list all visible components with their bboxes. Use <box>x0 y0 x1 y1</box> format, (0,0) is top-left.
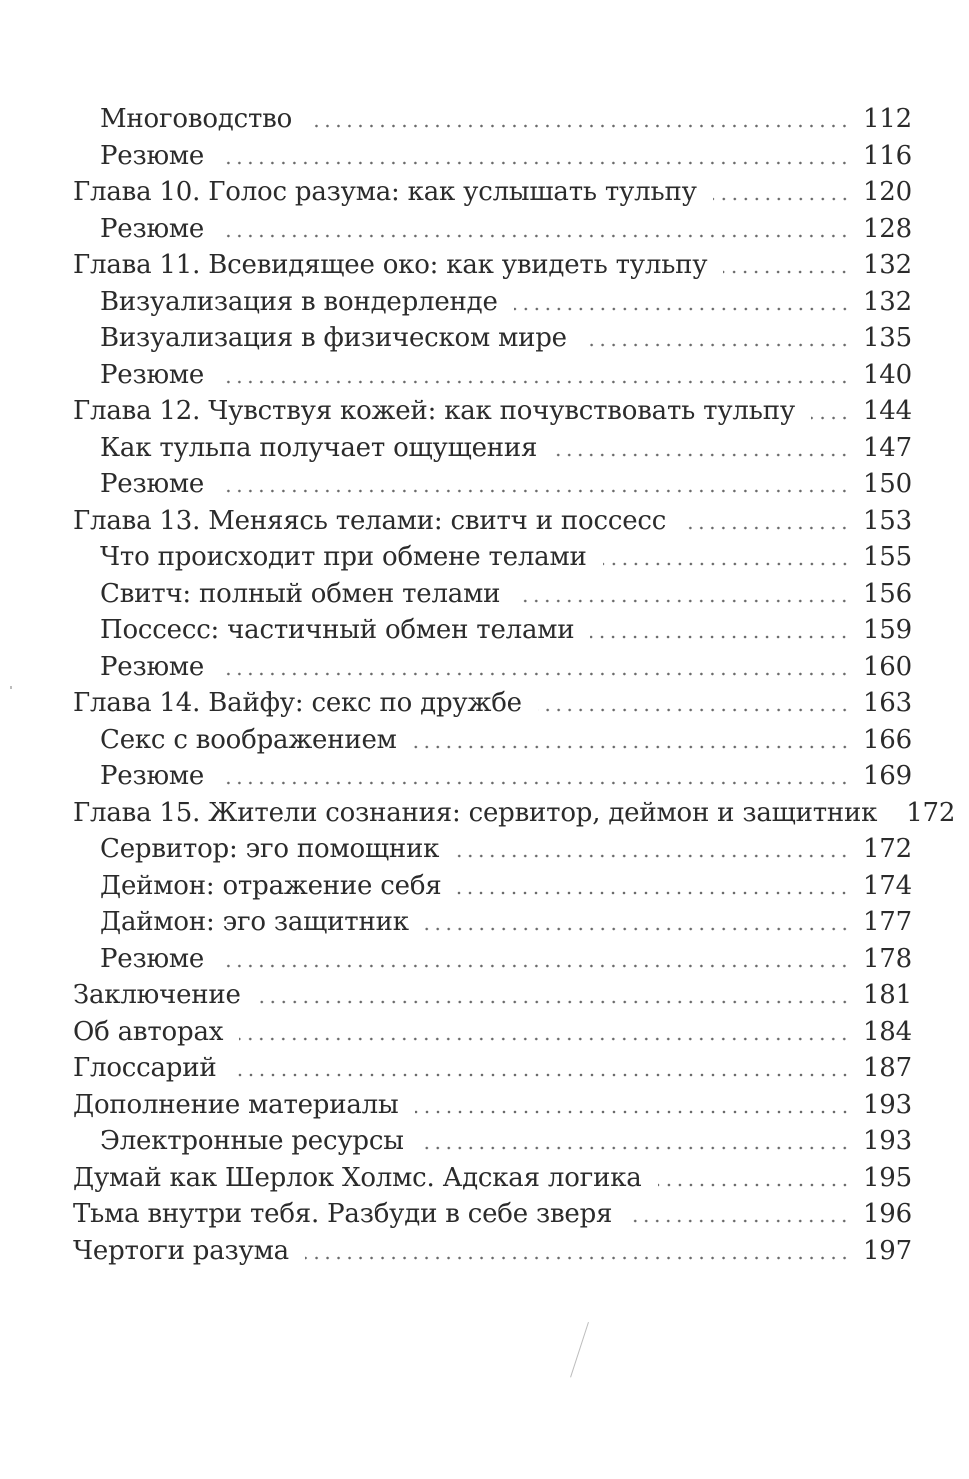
toc-entry-title: Что происходит при обмене телами <box>100 542 587 573</box>
toc-entry-page-number: 172 <box>906 797 956 828</box>
toc-entry-page-number: 155 <box>862 542 912 573</box>
toc-section-entry <box>0 904 969 941</box>
toc-entry-title: Резюме <box>100 761 205 792</box>
toc-entry-title: Думай как Шерлок Холмс. Адская логика <box>73 1162 642 1193</box>
toc-section-entry <box>0 101 969 138</box>
toc-entry-page-number: 178 <box>862 943 912 974</box>
toc-entry-title: Об авторах <box>73 1016 224 1047</box>
scan-mark <box>10 686 12 689</box>
toc-entry-page-number: 184 <box>862 1016 912 1047</box>
dot-leader <box>420 1146 850 1150</box>
dot-leader <box>220 964 850 968</box>
toc-entry-page-number: 177 <box>862 907 912 938</box>
dot-leader <box>514 307 850 311</box>
dot-leader <box>553 453 850 457</box>
toc-section-entry <box>0 649 969 686</box>
toc-entry-page-number: 150 <box>862 469 912 500</box>
toc-entry-title: Как тульпа получает ощущения <box>100 432 538 463</box>
toc-section-entry <box>0 941 969 978</box>
toc-entry-page-number: 116 <box>862 140 912 171</box>
toc-chapter-entry <box>0 977 969 1014</box>
toc-entry-page-number: 147 <box>862 432 912 463</box>
toc-section-entry <box>0 466 969 503</box>
toc-entry-page-number: 140 <box>862 359 912 390</box>
toc-entry-title: Визуализация в вондерленде <box>100 286 498 317</box>
toc-entry-page-number: 169 <box>862 761 912 792</box>
toc-entry-title: Поссесс: частичный обмен телами <box>100 615 575 646</box>
toc-entry-page-number: 120 <box>862 177 912 208</box>
toc-section-entry <box>0 576 969 613</box>
toc-section-entry <box>0 868 969 905</box>
toc-entry-page-number: 197 <box>862 1235 912 1266</box>
dot-leader <box>723 270 850 274</box>
toc-entry-title: Тьма внутри тебя. Разбуди в себе зверя <box>73 1199 613 1230</box>
toc-entry-page-number: 112 <box>862 104 912 135</box>
toc-entry-page-number: 159 <box>862 615 912 646</box>
dot-leader <box>220 161 850 165</box>
toc-entry-page-number: 135 <box>862 323 912 354</box>
toc-section-entry <box>0 612 969 649</box>
dot-leader <box>516 599 850 603</box>
dot-leader <box>457 891 850 895</box>
toc-entry-page-number: 196 <box>862 1199 912 1230</box>
toc-entry-title: Резюме <box>100 213 205 244</box>
toc-chapter-entry <box>0 247 969 284</box>
toc-entry-title: Глава 14. Вайфу: секс по дружбе <box>73 688 522 719</box>
dot-leader <box>220 380 850 384</box>
scan-mark <box>570 1322 589 1377</box>
dot-leader <box>413 745 850 749</box>
toc-entry-title: Сервитор: эго помощник <box>100 834 440 865</box>
toc-entry-title: Дополнение материалы <box>73 1089 399 1120</box>
dot-leader <box>220 781 850 785</box>
toc-entry-title: Деймон: отражение себя <box>100 870 442 901</box>
dot-leader <box>239 1037 850 1041</box>
toc-entry-page-number: 181 <box>862 980 912 1011</box>
toc-entry-title: Чертоги разума <box>73 1235 289 1266</box>
toc-entry-page-number: 187 <box>862 1053 912 1084</box>
toc-entry-title: Резюме <box>100 943 205 974</box>
toc-chapter-entry <box>0 1233 969 1270</box>
toc-chapter-entry <box>0 1160 969 1197</box>
toc-entry-title: Резюме <box>100 651 205 682</box>
dot-leader <box>305 1256 850 1260</box>
toc-section-entry <box>0 138 969 175</box>
toc-chapter-entry <box>0 174 969 211</box>
toc-entry-title: Резюме <box>100 469 205 500</box>
toc-chapter-entry <box>0 393 969 430</box>
toc-section-entry <box>0 284 969 321</box>
dot-leader <box>713 197 850 201</box>
toc-section-entry <box>0 211 969 248</box>
toc-chapter-entry <box>0 1087 969 1124</box>
toc-entry-title: Секс с воображением <box>100 724 397 755</box>
toc-entry-page-number: 195 <box>862 1162 912 1193</box>
dot-leader <box>583 343 850 347</box>
dot-leader <box>220 234 850 238</box>
dot-leader <box>628 1219 850 1223</box>
toc-entry-page-number: 153 <box>862 505 912 536</box>
toc-section-entry <box>0 758 969 795</box>
toc-section-entry <box>0 1123 969 1160</box>
dot-leader <box>811 416 850 420</box>
toc-entry-page-number: 128 <box>862 213 912 244</box>
toc-entry-title: Глава 11. Всевидящее око: как увидеть тульпу <box>73 250 708 281</box>
toc-entry-title: Глава 15. Жители сознания: сервитор, деймон и защитник <box>73 797 878 828</box>
toc-entry-page-number: 160 <box>862 651 912 682</box>
toc-section-entry <box>0 831 969 868</box>
dot-leader <box>233 1073 850 1077</box>
dot-leader <box>415 1110 851 1114</box>
toc-entry-title: Свитч: полный обмен телами <box>100 578 501 609</box>
dot-leader <box>220 672 850 676</box>
dot-leader <box>682 526 850 530</box>
toc-entry-page-number: 166 <box>862 724 912 755</box>
toc-chapter-entry <box>0 685 969 722</box>
toc-entry-title: Глоссарий <box>73 1053 217 1084</box>
dot-leader <box>220 489 850 493</box>
toc-entry-page-number: 172 <box>862 834 912 865</box>
toc-entry-page-number: 193 <box>862 1089 912 1120</box>
toc-chapter-entry <box>0 795 969 832</box>
toc-entry-title: Резюме <box>100 359 205 390</box>
table-of-contents <box>0 101 969 1269</box>
toc-entry-title: Даймон: эго защитник <box>100 907 409 938</box>
toc-section-entry <box>0 357 969 394</box>
dot-leader <box>257 1000 850 1004</box>
toc-entry-title: Резюме <box>100 140 205 171</box>
toc-entry-page-number: 132 <box>862 286 912 317</box>
toc-entry-title: Многоводство <box>100 104 293 135</box>
toc-section-entry <box>0 722 969 759</box>
toc-entry-title: Глава 12. Чувствуя кожей: как почувствовать тульпу <box>73 396 795 427</box>
toc-chapter-entry <box>0 1050 969 1087</box>
toc-entry-page-number: 163 <box>862 688 912 719</box>
toc-chapter-entry <box>0 1014 969 1051</box>
toc-entry-title: Глава 13. Меняясь телами: свитч и поссесс <box>73 505 667 536</box>
toc-chapter-entry <box>0 503 969 540</box>
toc-section-entry <box>0 320 969 357</box>
dot-leader <box>603 562 850 566</box>
toc-entry-page-number: 144 <box>862 396 912 427</box>
dot-leader <box>658 1183 850 1187</box>
toc-entry-page-number: 174 <box>862 870 912 901</box>
toc-entry-page-number: 156 <box>862 578 912 609</box>
toc-entry-title: Заключение <box>73 980 241 1011</box>
dot-leader <box>538 708 850 712</box>
toc-entry-title: Глава 10. Голос разума: как услышать тульпу <box>73 177 697 208</box>
toc-entry-title: Электронные ресурсы <box>100 1126 404 1157</box>
toc-section-entry <box>0 539 969 576</box>
toc-section-entry <box>0 430 969 467</box>
toc-entry-title: Визуализация в физическом мире <box>100 323 567 354</box>
dot-leader <box>425 927 850 931</box>
toc-entry-page-number: 132 <box>862 250 912 281</box>
toc-chapter-entry <box>0 1196 969 1233</box>
dot-leader <box>590 635 850 639</box>
dot-leader <box>308 124 850 128</box>
dot-leader <box>455 854 850 858</box>
toc-entry-page-number: 193 <box>862 1126 912 1157</box>
